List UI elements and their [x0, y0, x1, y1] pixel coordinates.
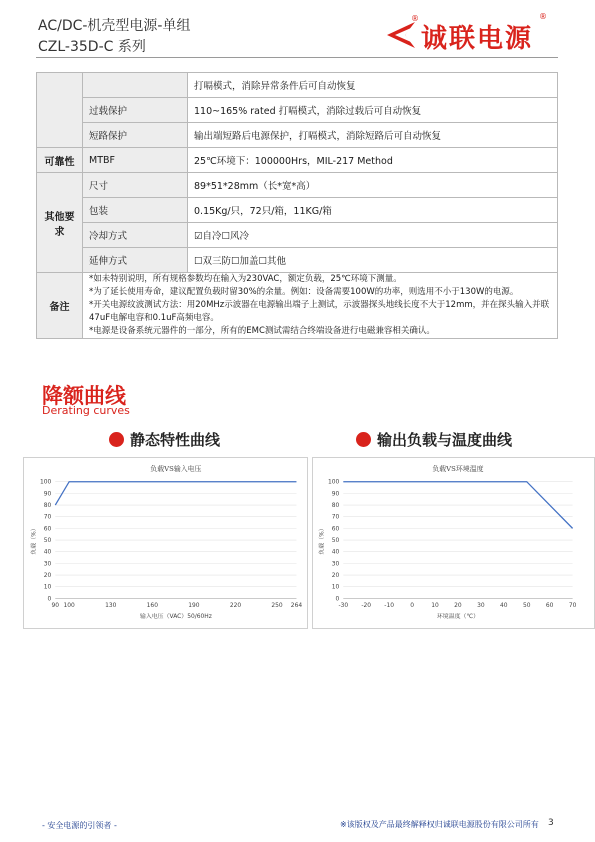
page-number: 3 — [548, 818, 554, 828]
y-tick-label: 90 — [43, 490, 52, 498]
x-tick-label: -20 — [361, 602, 372, 610]
chart-title: 负载VS输入电压 — [150, 464, 202, 473]
category-cell — [37, 73, 83, 148]
y-tick-label: 100 — [328, 478, 340, 486]
footer-copyright: ※该版权及产品最终解释权归诚联电源股份有限公司所有 — [340, 820, 539, 829]
y-tick-label: 20 — [43, 572, 52, 579]
x-tick-label: 250 — [271, 602, 283, 610]
chart-svg — [24, 458, 307, 628]
chart-svg — [313, 458, 594, 628]
x-tick-label: -10 — [384, 602, 395, 610]
y-tick-label: 10 — [43, 583, 52, 591]
footer-slogan: - 安全电源的引领者 - — [42, 821, 117, 830]
item-cell: 尺寸 — [83, 173, 188, 198]
y-tick-label: 10 — [331, 583, 340, 591]
y-tick-label: 50 — [331, 537, 340, 545]
x-tick-label: 190 — [188, 602, 200, 610]
item-cell — [83, 73, 188, 98]
x-tick-label: 70 — [568, 602, 577, 610]
value-cell: 89*51*28mm（长*宽*高） — [188, 173, 558, 198]
note-line: *电源是设备系统元器件的一部分，所有的EMC测试需结合终端设备进行电磁兼容相关确认。 — [89, 326, 435, 336]
x-tick-label: 30 — [477, 602, 485, 610]
x-tick-label: 100 — [63, 602, 75, 610]
y-tick-label: 0 — [47, 595, 52, 603]
bullet-icon — [356, 432, 371, 447]
x-tick-label: 220 — [229, 602, 242, 610]
item-cell: 过载保护 — [83, 98, 188, 123]
item-cell: MTBF — [83, 148, 188, 173]
registered-mark: ® — [411, 14, 419, 23]
table-row — [37, 148, 558, 173]
value-cell: 110~165% rated 打嗝模式，消除过载后可自动恢复 — [188, 98, 558, 123]
x-tick-label: 50 — [522, 602, 531, 610]
chart-load-vs-temperature — [312, 457, 595, 629]
y-tick-label: 70 — [331, 513, 340, 521]
category-cell: 其他要求 — [37, 173, 83, 273]
doc-title: AC/DC-机壳型电源-单组 — [38, 18, 191, 34]
x-tick-label: 20 — [454, 602, 462, 610]
note-line: *如未特别说明，所有规格参数均在输入为230VAC，额定负载，25℃环境下测量。 — [89, 274, 402, 284]
y-tick-label: 30 — [43, 560, 52, 568]
section-title: 降额曲线 — [42, 384, 126, 408]
value-cell: 25℃环境下：100000Hrs，MIL-217 Method — [188, 148, 558, 173]
x-tick-label: -30 — [338, 602, 349, 610]
x-tick-label: 10 — [431, 602, 439, 610]
chart-title: 负载VS环境温度 — [432, 464, 484, 473]
bullet-icon — [109, 432, 124, 447]
notes-cell — [83, 273, 558, 339]
table-row — [37, 123, 558, 148]
x-tick-label: 60 — [545, 602, 554, 610]
item-cell: 冷却方式 — [83, 223, 188, 248]
item-cell: 短路保护 — [83, 123, 188, 148]
y-axis-label: 负载（%） — [318, 525, 326, 555]
y-tick-label: 60 — [43, 525, 52, 533]
value-cell: 打嗝模式，消除异常条件后可自动恢复 — [188, 73, 558, 98]
brand-logo — [385, 12, 555, 56]
category-cell: 可靠性 — [37, 148, 83, 173]
registered-mark: ® — [539, 12, 547, 21]
value-cell: ☑自冷☐风冷 — [188, 223, 558, 248]
y-tick-label: 80 — [331, 502, 340, 510]
x-tick-label: 160 — [146, 602, 158, 610]
x-tick-label: 40 — [500, 602, 508, 610]
note-line: *开关电源纹波测试方法：用20MHz示波器在电源输出端子上测试，示波器探头地线长度不大于12mm，并在探头输入并联47uF电解电容和0.1uF高频电容。 — [89, 300, 550, 323]
chart-heading-text: 输出负载与温度曲线 — [377, 431, 513, 449]
y-tick-label: 40 — [331, 548, 340, 556]
table-row — [37, 98, 558, 123]
note-line: *为了延长使用寿命，建议配置负载时留30%的余量。例如：设备需要100W的功率，则选用不小于130W的电源。 — [89, 287, 519, 297]
y-tick-label: 30 — [331, 560, 340, 568]
header-divider — [36, 57, 558, 58]
x-axis-label: 环境温度（℃） — [436, 613, 480, 621]
x-tick-label: 264 — [290, 602, 303, 610]
value-cell: 输出端短路后电源保护，打嗝模式，消除短路后可自动恢复 — [188, 123, 558, 148]
y-tick-label: 40 — [43, 548, 52, 556]
y-axis-label: 负载（%） — [30, 525, 38, 555]
category-cell: 备注 — [37, 273, 83, 339]
y-tick-label: 100 — [40, 478, 52, 486]
table-row — [37, 248, 558, 273]
chart-heading-right — [356, 429, 512, 450]
x-tick-label: 0 — [410, 602, 414, 610]
brand-arrow-icon — [385, 20, 421, 50]
x-axis-label: 输入电压（VAC）50/60Hz — [139, 613, 212, 621]
item-cell: 延伸方式 — [83, 248, 188, 273]
chart-heading-left — [109, 429, 220, 450]
y-tick-label: 70 — [43, 513, 52, 521]
value-cell: ☐双三防☐加盖☐其他 — [188, 248, 558, 273]
x-tick-label: 130 — [105, 602, 117, 610]
x-tick-label: 90 — [51, 602, 60, 610]
item-cell: 包装 — [83, 198, 188, 223]
y-tick-label: 50 — [43, 537, 52, 545]
spec-table — [36, 72, 558, 339]
doc-series: CZL-35D-C 系列 — [38, 39, 146, 55]
table-row — [37, 173, 558, 198]
y-tick-label: 60 — [331, 525, 340, 533]
chart-heading-text: 静态特性曲线 — [130, 431, 221, 449]
y-tick-label: 90 — [331, 490, 340, 498]
section-subtitle: Derating curves — [42, 404, 130, 417]
chart-load-vs-voltage — [23, 457, 308, 629]
y-tick-label: 20 — [331, 572, 340, 579]
table-row — [37, 273, 558, 339]
brand-name: 诚联电源 — [421, 24, 534, 54]
y-tick-label: 80 — [43, 502, 52, 510]
value-cell: 0.15Kg/只，72只/箱，11KG/箱 — [188, 198, 558, 223]
table-row — [37, 223, 558, 248]
table-row — [37, 198, 558, 223]
table-row — [37, 73, 558, 98]
y-tick-label: 0 — [335, 595, 340, 603]
